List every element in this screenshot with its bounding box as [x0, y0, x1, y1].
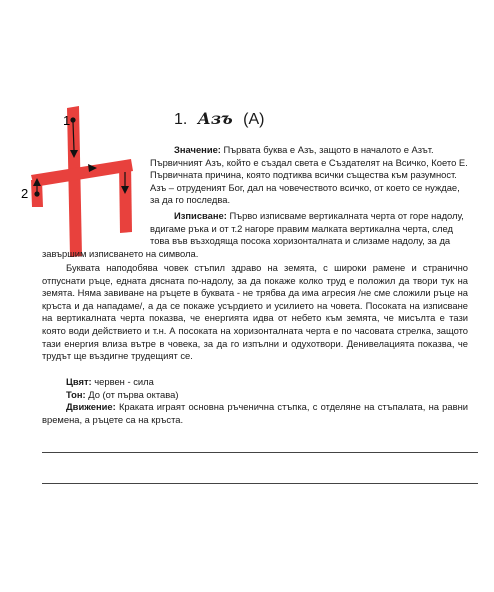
- letter-number: 1.: [174, 111, 188, 128]
- letter-stroke-diagram: [0, 0, 140, 260]
- meaning-label: Значение:: [174, 144, 221, 155]
- stroke-start-marker-1: 1: [63, 113, 71, 128]
- tone-value: До (от първа октава): [88, 388, 179, 400]
- body-paragraph: Буквата наподобява човек стъпил здраво на земята, с широки рамене и странично отпуснати ръце, едната дясната по-надолу, за да покаже колко труд е положил да твори тук на земята. Няма завиване на ръцете в буквата - не трябва да има агресия /не сме сложили ръце на кръста и да нападаме/, а да се покаже усърдието и усилието на човета. Посоката на изписване на вертикалната черта показва, че енергията идва от небето към земята, че мисълта е тази която води действието и т.н. А посоката на хоризонталната черта е по часовата стрелка, защото тази енергия влиза вътре в човека, за да го изпълни и одухотвори. Денивелацията показва, че трудът ще въздигне трудещият се.: [42, 262, 468, 362]
- meaning-line-2: Първичният Азъ, който е създал света е Създателят на Всичко, Което Е.: [150, 156, 468, 168]
- right-vertical-stroke: [119, 161, 132, 233]
- writing-line-2: вдигаме ръка и от т.2 нагоре правим малката вертикална черта, след: [150, 222, 453, 234]
- meaning-line-3: Първичната причина, която подтиква всички същества към разумност.: [150, 169, 457, 181]
- writing-continuation: [42, 248, 468, 261]
- description-section: [42, 262, 468, 363]
- letter-latin: (А): [243, 111, 265, 128]
- writing-section: [150, 210, 468, 248]
- start-dot-1: [70, 117, 75, 122]
- writing-line-rule-2: [42, 483, 478, 484]
- attributes-section: [42, 376, 468, 426]
- stroke-start-marker-2: 2: [21, 186, 29, 201]
- meaning-line-1: Първата буква е Азъ, защото в началото е Азът.: [223, 144, 434, 155]
- writing-line-1: Първо изписваме вертикалната черта от горе надолу,: [229, 210, 464, 221]
- writing-line-3: това във възходяща посока хоризонталната и слизаме надолу, за да: [150, 235, 451, 247]
- meaning-line-5: за да го последва.: [150, 194, 231, 206]
- movement-value: Краката играят основна ръченична стъпка, с отделяне на стъпалата, на равни времена, а ръцете са на кръста.: [42, 401, 469, 425]
- page-title: [174, 110, 264, 129]
- letter-glyph: Азъ: [197, 109, 233, 128]
- color-value: червен - сила: [94, 376, 154, 387]
- main-vertical-stroke: [67, 106, 82, 257]
- meaning-section: [150, 144, 468, 207]
- writing-line-rule-1: [42, 452, 478, 453]
- color-label: Цвят:: [66, 376, 92, 387]
- start-dot-2: [34, 191, 39, 196]
- horizontal-stroke: [31, 159, 133, 187]
- meaning-line-4: Азъ – отрудeният Бог, дал на човечеството всичко, от което се нуждае,: [150, 181, 460, 193]
- tone-label: Тон:: [66, 388, 86, 400]
- writing-line-4: завършим изписването на символа.: [42, 248, 199, 259]
- writing-label: Изписване:: [174, 210, 227, 221]
- movement-label: Движение:: [66, 401, 116, 413]
